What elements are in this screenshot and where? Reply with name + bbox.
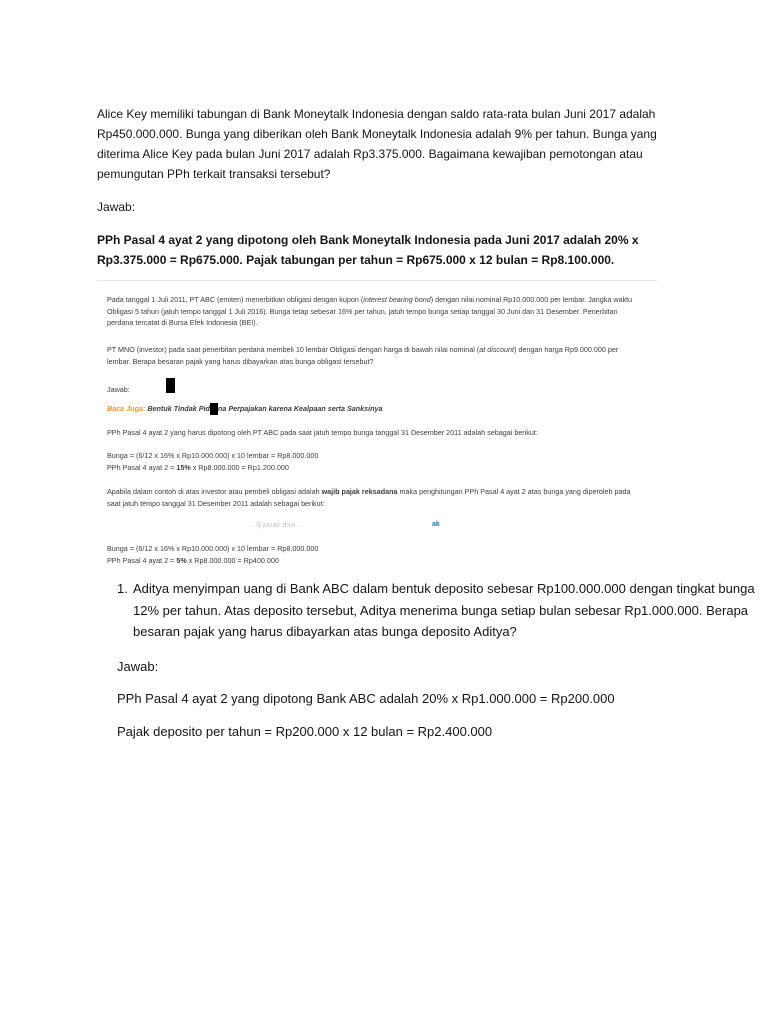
- tabungan-answer: PPh Pasal 4 ayat 2 yang dipotong oleh Bank Moneytalk Indonesia pada Juni 2017 adalah 20% x Rp3.375.000 = Rp675.000. Pajak tabungan per tahun = Rp675.000 x 12 bulan = Rp8.100.000.: [97, 233, 639, 267]
- obligasi-screenshot: [97, 280, 657, 571]
- jawab-label: Jawab:: [117, 658, 159, 674]
- redaction-block: [166, 378, 175, 393]
- calc-bunga-1: Bunga = (6/12 x 16% x Rp10.000.000) x 10 lembar = Rp8.000.000: [107, 451, 319, 460]
- obligasi-paragraph-2: PT MNO (investor) pada saat penerbitan perdana membeli 10 lembar Obligasi dengan harga di bawah nilai nominal (at discount) dengan harga Rp9.000.000 per lembar. Berapa besaran pajak yang harus dibayarkan atas bunga obligasi tersebut?: [107, 345, 619, 366]
- jawab-row: [107, 379, 175, 397]
- baca-juga-link[interactable]: Baca Juga: Bentuk Tindak Pid na Perpajakan karena Kealpaan serta Sanksinya: [107, 403, 637, 415]
- jawab-label-small: Jawab:: [107, 385, 130, 394]
- list-number: 1.: [117, 581, 128, 596]
- calc-pph-1: PPh Pasal 4 ayat 2 = 15% x Rp8.000.000 = Rp1.200.000: [107, 463, 289, 472]
- deposito-answer-2: Pajak deposito per tahun = Rp200.000 x 12 bulan = Rp2.400.000: [117, 723, 493, 739]
- faded-banner-link: ak: [432, 521, 440, 528]
- deposito-answer-1: PPh Pasal 4 ayat 2 yang dipotong Bank ABC adalah 20% x Rp1.000.000 = Rp200.000: [117, 690, 615, 706]
- list-item: [117, 578, 757, 643]
- jawab-label: Jawab:: [97, 200, 136, 214]
- redaction-block: [210, 403, 218, 415]
- tabungan-example: [97, 104, 697, 270]
- calc-pph-2: PPh Pasal 4 ayat 2 = 5% x Rp8.000.000 = Rp400.000: [107, 556, 279, 565]
- calc-bunga-2: Bunga = (6/12 x 16% x Rp10.000.000) x 10 lembar = Rp8.000.000: [107, 544, 319, 553]
- deposito-question: Aditya menyimpan uang di Bank ABC dalam bentuk deposito sebesar Rp100.000.000 dengan tingkat bunga 12% per tahun. Atas deposito tersebut, Aditya menerima bunga setiap bulan sebesar Rp1.000.000. Berapa besaran pajak yang harus dibayarkan atas bunga deposito Aditya?: [133, 581, 755, 639]
- tabungan-question: Alice Key memiliki tabungan di Bank Moneytalk Indonesia dengan saldo rata-rata bulan Juni 2017 adalah Rp450.000.000. Bunga yang diberikan oleh Bank Moneytalk Indonesia adalah 9% per tahun. Bunga yang diterima Alice Key pada bulan Juni 2017 adalah Rp3.375.000. Bagaimana kewajiban pemotongan atau pemungutan PPh terkait transaksi tersebut?: [97, 107, 657, 181]
- deposito-example: [117, 578, 757, 739]
- faded-banner-text: ... Syarat dan ...: [247, 522, 306, 529]
- obligasi-paragraph-4: Apabila dalam contoh di atas investor atau pembeli obligasi adalah wajib pajak reksadana maka penghitungan PPh Pasal 4 ayat 2 atas bunga yang diperoleh pada saat jatuh tempo tanggal 31 Desember 2011 adalah sebagai berikut:: [107, 487, 631, 508]
- obligasi-paragraph-1: Pada tanggal 1 Juli 2011, PT ABC (emiten) menerbitkan obligasi dengan kupon (interest bearing bond) dengan nilai nominal Rp10.000.000 per lembar. Jangka waktu Obligasi 5 tahun (jatuh tempo tanggal 1 Juli 2016). Bunga tetap sebesar 16% per tahun, jatuh tempo bunga setiap tanggal 30 Juni dan 31 Desember. Penerbitan perdana tercatat di Bursa Efek Indonesia (BEI).: [107, 295, 633, 327]
- faded-banner: [107, 520, 637, 534]
- obligasi-paragraph-3: PPh Pasal 4 ayat 2 yang harus dipotong oleh PT ABC pada saat jatuh tempo bunga tanggal 31 Desember 2011 adalah sebagai berikut:: [107, 428, 538, 437]
